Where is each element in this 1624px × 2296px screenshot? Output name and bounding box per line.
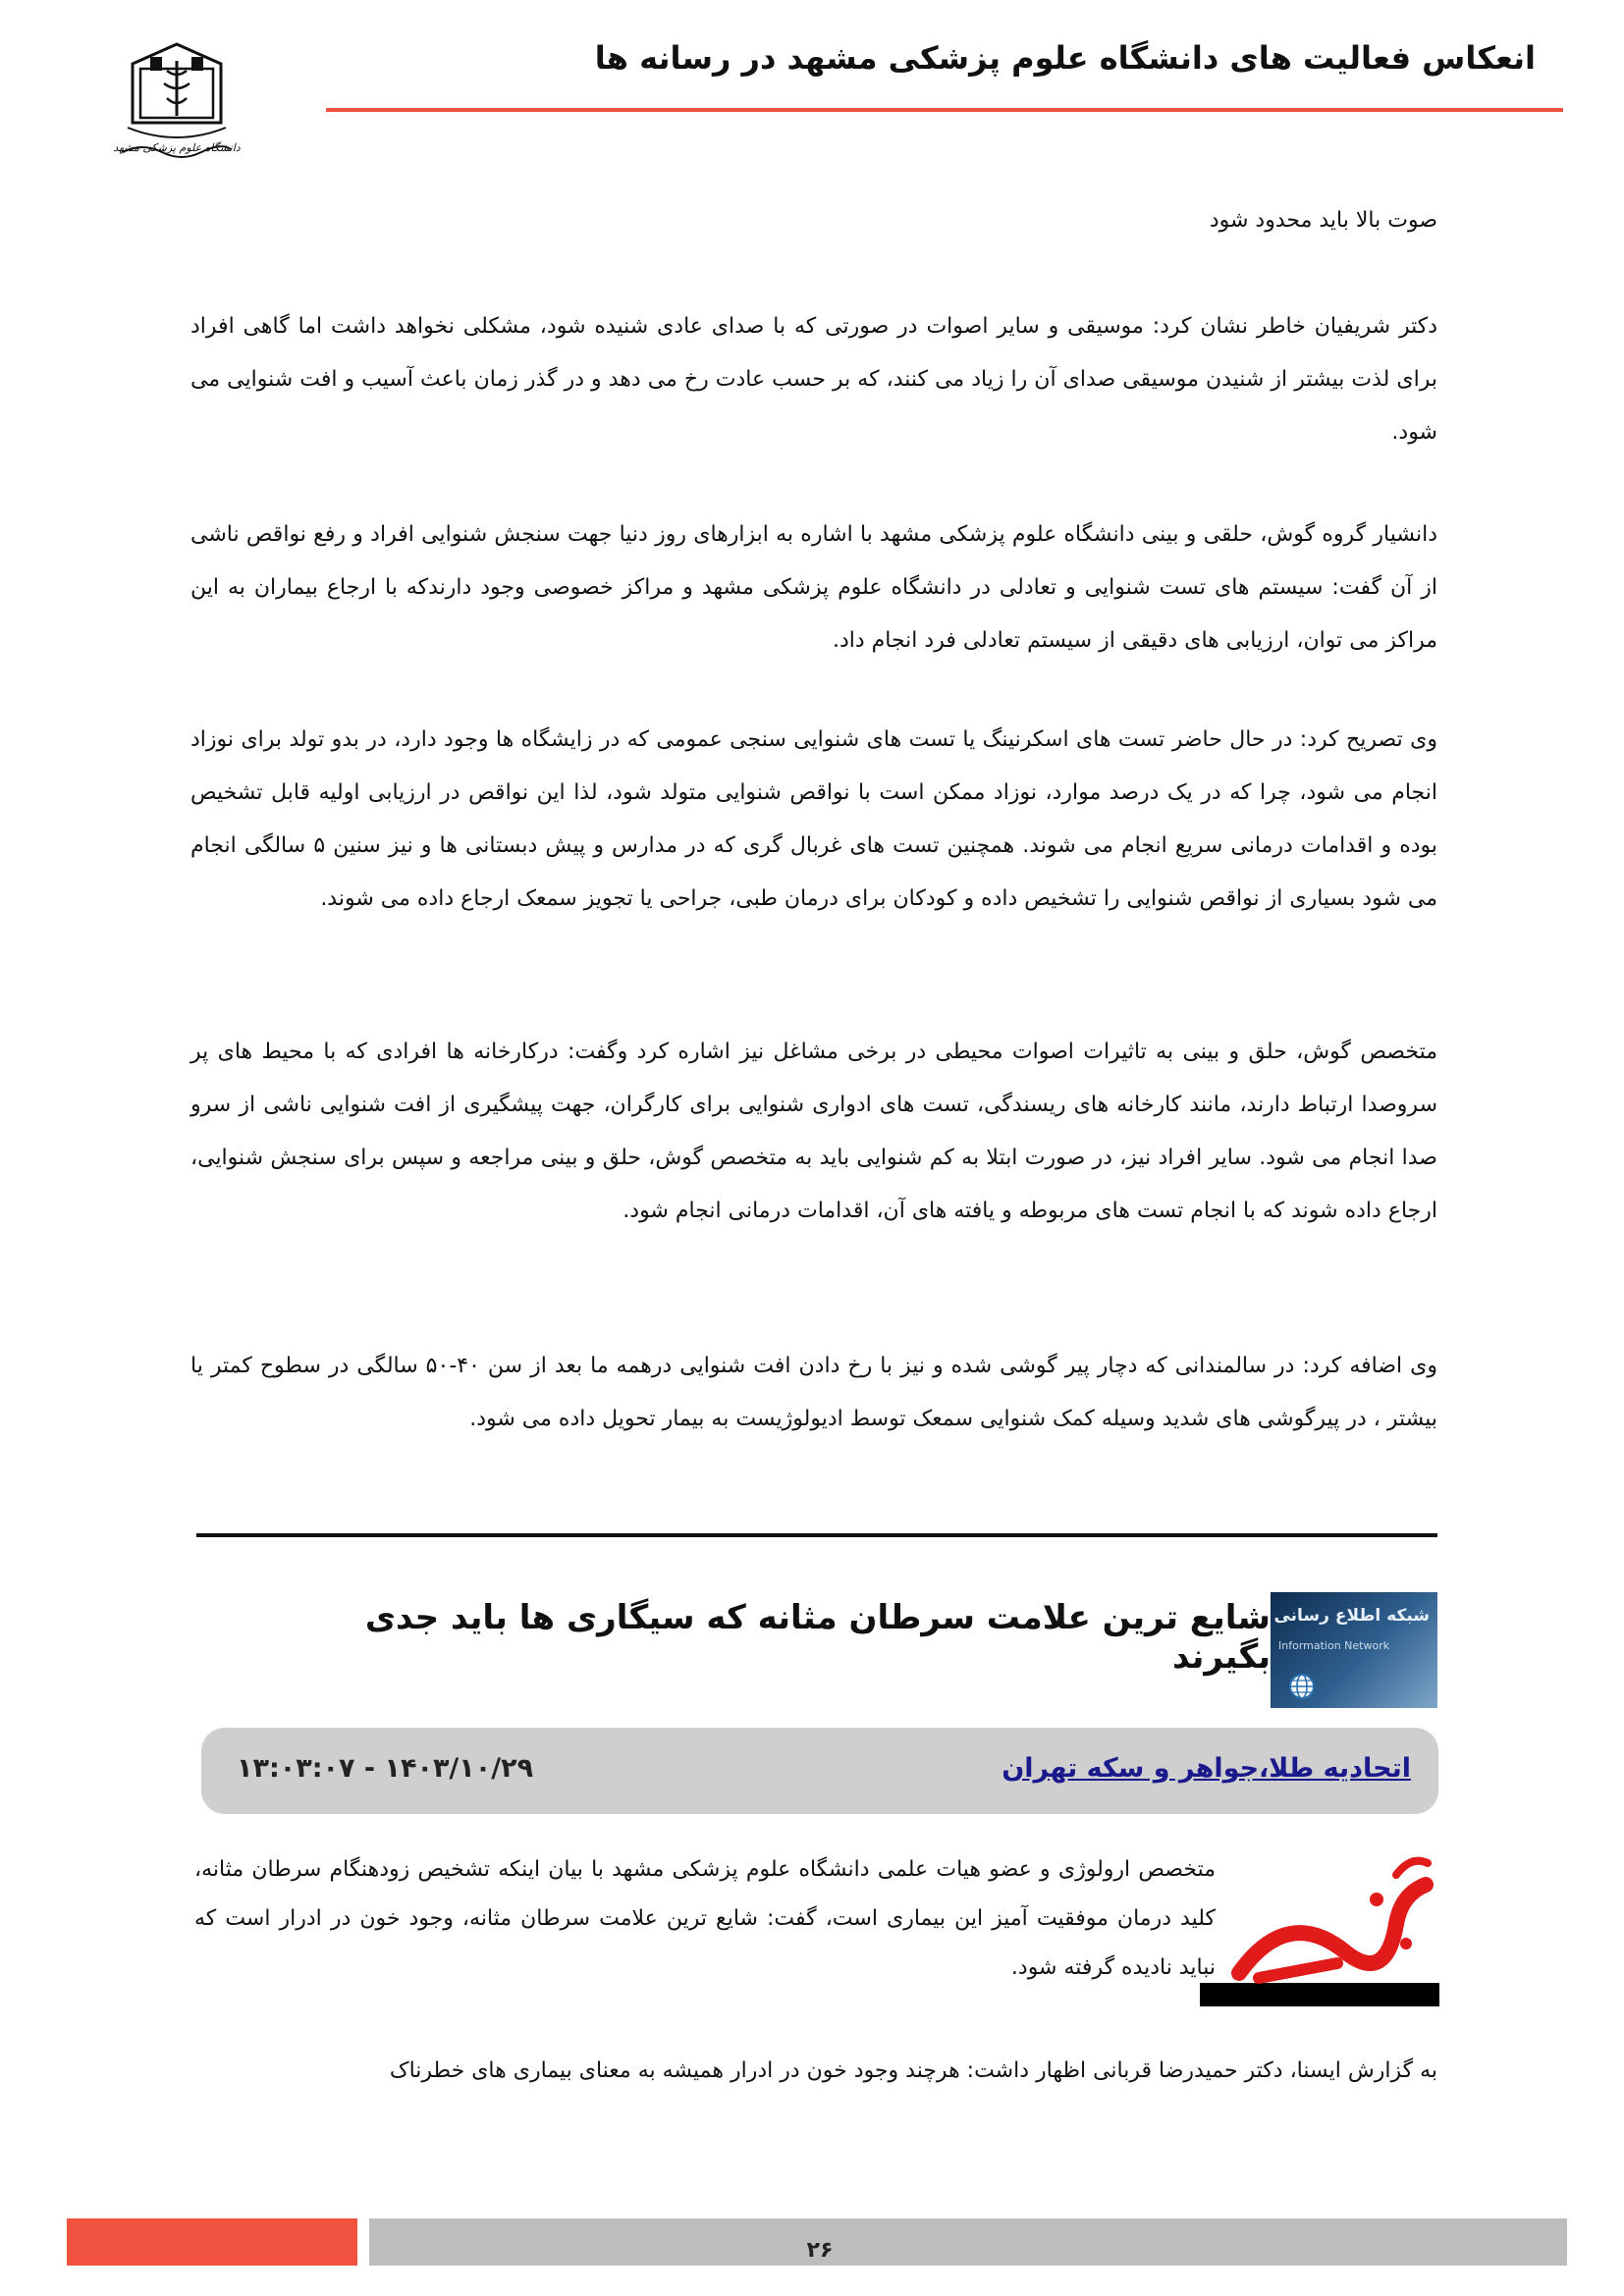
page-number: ۲۶	[806, 2238, 834, 2263]
news-network-logo-icon	[1271, 1592, 1437, 1708]
calligraphy-logo-icon	[1200, 1845, 1439, 2006]
body-paragraph: وی اضافه کرد: در سالمندانی که دچار پیر گوشی شده و نیز با رخ دادن افت شنوایی درهمه ما بعد از سن ۴۰-۵۰ سالگی در سطوح کمتر یا بیشتر ، در پیرگوشی های شدید وسیله کمک شنوایی سمعک توسط ادیولوژیست به بیمار تحویل داده می شود.	[190, 1354, 1437, 1431]
header-rule	[326, 108, 1563, 112]
body-paragraph: دانشیار گروه گوش، حلقی و بینی دانشگاه علوم پزشکی مشهد با اشاره به ابزارهای روز دنیا جهت سنجش شنوایی افراد و رفع نواقص ناشی از آن گفت: سیستم های تست شنوایی و تعادلی در دانشگاه علوم پزشکی مشهد و مراکز خصوصی وجود دارندکه با ارجاع بیماران به این مراکز می توان، ارزیابی های دقیقی از سیستم تعادلی فرد انجام داد.	[190, 522, 1437, 653]
source-link[interactable]: اتحادیه طلا،جواهر و سکه تهران	[1001, 1753, 1411, 1784]
university-emblem-icon	[113, 39, 241, 167]
source-logo-text: شبکه اطلاع رسانی	[1273, 1606, 1430, 1626]
section-subheading: صوت بالا باید محدود شود	[1209, 208, 1437, 233]
article-meta-bar	[201, 1728, 1438, 1814]
source-logo-subtext: Information Network	[1278, 1639, 1390, 1652]
article-title: شایع ترین علامت سرطان مثانه که سیگاری ها باید جدی بگیرند	[364, 1598, 1271, 1677]
article-lead-paragraph: متخصص ارولوژی و عضو هیات علمی دانشگاه علوم پزشکی مشهد با بیان اینکه تشخیص زودهنگام سرطان مثانه، کلید درمان موفقیت آمیز این بیماری است، گفت: شایع ترین علامت سرطان مثانه، وجود خون در ادرار است که نباید نادیده گرفته شود.	[194, 1857, 1216, 1980]
globe-icon	[1288, 1673, 1316, 1700]
footer-bar	[369, 2218, 1567, 2266]
article-body-paragraph: به گزارش ایسنا، دکتر حمیدرضا قربانی اظهار داشت: هرچند وجود خون در ادرار همیشه به معنای بیماری های خطرناک	[389, 2058, 1437, 2083]
section-divider	[196, 1533, 1437, 1537]
page-header-title: انعکاس فعالیت های دانشگاه علوم پزشکی مشهد در رسانه ها	[594, 39, 1536, 77]
body-paragraph: وی تصریح کرد: در حال حاضر تست های اسکرنینگ یا تست های شنوایی سنجی عمومی که در زایشگاه ها وجود دارد، در بدو تولد برای نوزاد انجام می شود، چرا که در یک درصد موارد، نوزاد ممکن است با نواقص شنوایی متولد شود، لذا این نواقص در ارزیابی اولیه قابل تشخیص بوده و اقدامات درمانی سریع انجام می شوند. همچنین تست های غربال گری که در مدارس و پیش دبستانی ها و نیز سنین ۵ سالگی انجام می شود بسیاری از نواقص شنوایی را تشخیص داده و کودکان برای درمان طبی، جراحی یا تجویز سمعک ارجاع داده می شوند.	[190, 727, 1438, 911]
body-paragraph: دکتر شریفیان خاطر نشان کرد: موسیقی و سایر اصوات در صورتی که با صدای عادی شنیده شود، مشکلی نخواهد داشت اما گاهی افراد برای لذت بیشتر از شنیدن موسیقی صدای آن را زیاد می کنند، که بر حسب عادت رخ می دهد و در گذر زمان باعث آسیب و افت شنوایی می شود.	[190, 314, 1437, 445]
publish-datetime: ۱۴۰۳/۱۰/۲۹ - ۱۳:۰۳:۰۷	[237, 1753, 534, 1784]
footer-accent-bar	[67, 2218, 357, 2266]
logo-caption: دانشگاه علوم پزشکی مشهد	[113, 141, 241, 154]
body-paragraph: متخصص گوش، حلق و بینی به تاثیرات اصوات محیطی در برخی مشاغل نیز اشاره کرد وگفت: درکارخانه ها افرادی که با محیط های پر سروصدا ارتباط دارند، مانند کارخانه های ریسندگی، تست های ادواری شنوایی برای کارگران، جهت پیشگیری از افت شنوایی ناشی از سرو صدا انجام می شود. سایر افراد نیز، در صورت ابتلا به کم شنوایی باید به متخصص گوش، حلق و بینی مراجعه و سپس برای سنجش شنوایی، ارجاع داده شوند که با انجام تست های مربوطه و یافته های آن، اقدامات درمانی انجام شود.	[190, 1040, 1437, 1223]
